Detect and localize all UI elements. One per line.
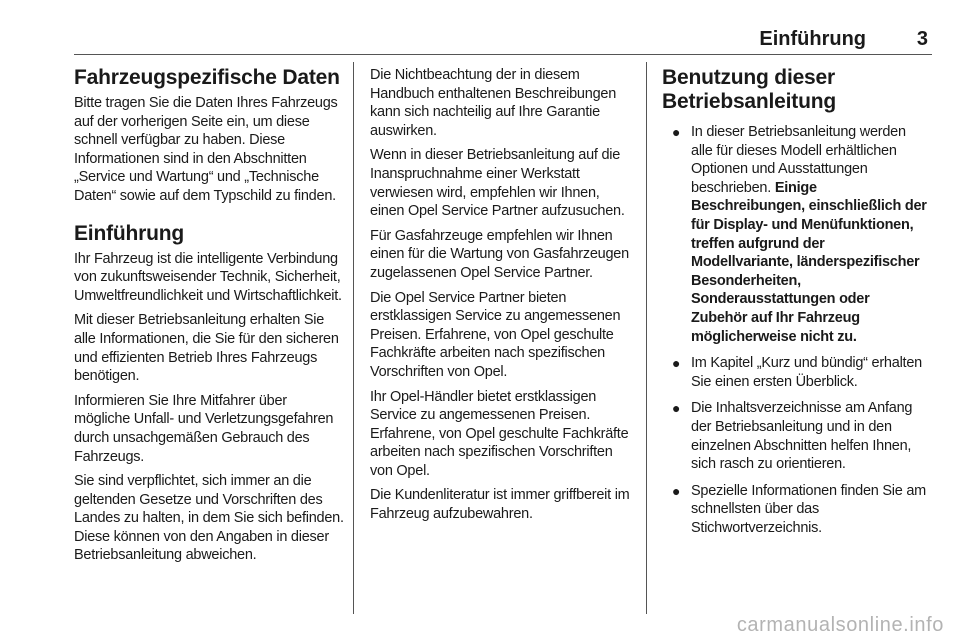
paragraph: Ihr Fahrzeug ist die intelligente Verbindung von zukunftsweisender Technik, Sicherheit, Umweltfreundlichkeit und Wirtschaftlichkeit. [74,250,342,304]
list-item [662,482,928,538]
watermark: carmanualsonline.info [736,614,944,636]
list-item-text: In dieser Betriebsanleitung werden alle für dieses Modell erhältlichen Optionen und Ausstattungen beschrieben. [691,124,906,196]
paragraph: Wenn in dieser Betriebsanleitung auf die Inanspruchnahme einer Werkstatt verwiesen wird, empfehlen wir Ihnen, einen Opel Service Partner aufzusuchen. [370,147,625,220]
left-column [74,66,344,571]
paragraph: Bitte tragen Sie die Daten Ihres Fahrzeugs auf der vorherigen Seite ein, um diese schnell verfügbar zu haben. Diese Informationen sind in den Abschnitten „Service und Wartung“ und „Technische Daten“ sowie auf dem Typschild zu finden. [74,95,338,204]
header-title: Einführung [759,28,866,50]
paragraph: Ihr Opel-Händler bietet erstklassigen Service zu angemessenen Preisen. Erfahrene, von Opel geschulte Fachkräfte arbeiten nach spezifischen Vorschriften von Opel. [370,388,629,479]
page-number: 3 [916,28,928,50]
column-divider-right [646,62,647,614]
paragraph: Die Kundenliteratur ist immer griffbereit im Fahrzeug aufzubewahren. [370,487,630,523]
column-divider-left [353,62,354,614]
bullet-icon: ● [672,400,681,417]
list-item-text: Spezielle Informationen finden Sie am schnellsten über das Stichwortverzeichnis. [691,482,926,536]
page-header [74,28,932,55]
bullet-list [662,123,928,537]
paragraph: Sie sind verpflichtet, sich immer an die geltenden Gesetze und Vorschriften des Landes zu halten, in dem Sie sich befinden. Diese können von den Angaben in dieser Betriebsanleitung abweichen. [74,473,344,564]
list-item-text: Die Inhaltsverzeichnisse am Anfang der Betriebsanleitung und in den einzelnen Abschnitten helfen Ihnen, sich rasch zu orientieren. [691,400,913,473]
list-item-text: Im Kapitel „Kurz und bündig“ erhalten Sie einen ersten Überblick. [691,355,922,390]
list-item [662,123,928,346]
list-item-bold-text: Einige Beschreibungen, einschließlich der für Display- und Menüfunktionen, treffen aufgrund der Modellvariante, länderspezifischer Besonderheiten, Sonderausstattungen oder Zubehör auf Ihr Fahrzeug möglicherweise nicht zu. [691,179,927,345]
bullet-icon: ● [672,482,681,499]
paragraph: Informieren Sie Ihre Mitfahrer über mögliche Unfall- und Verletzungsgefahren durch unsachgemäßen Gebrauch des Fahrzeugs. [74,392,334,465]
bullet-icon: ● [672,355,681,372]
section-heading-introduction: Einführung [74,221,184,245]
list-item [662,399,928,473]
paragraph: Für Gasfahrzeuge empfehlen wir Ihnen einen für die Wartung von Gasfahrzeugen zugelassenen Opel Service Partner. [370,227,629,281]
middle-column [370,66,634,530]
section-heading-vehicle-data: Fahrzeugspezifische Daten [74,66,340,89]
paragraph: Die Opel Service Partner bieten erstklassigen Service zu angemessenen Preisen. Erfahrene, von Opel geschulte Fachkräfte arbeiten nach spezifischen Vorschriften von Opel. [370,289,621,380]
list-item [662,354,928,391]
bullet-icon: ● [672,124,681,140]
paragraph: Mit dieser Betriebsanleitung erhalten Sie alle Informationen, die Sie für den sicheren und effizienten Betrieb Ihres Fahrzeugs benötigen. [74,312,339,385]
paragraph: Die Nichtbeachtung der in diesem Handbuch enthaltenen Beschreibungen kann sich nachteilig auf Ihre Garantie auswirken. [370,67,617,139]
right-column [662,66,928,545]
section-heading-using-manual: Benutzung dieser Betriebsanleitung [662,66,836,113]
